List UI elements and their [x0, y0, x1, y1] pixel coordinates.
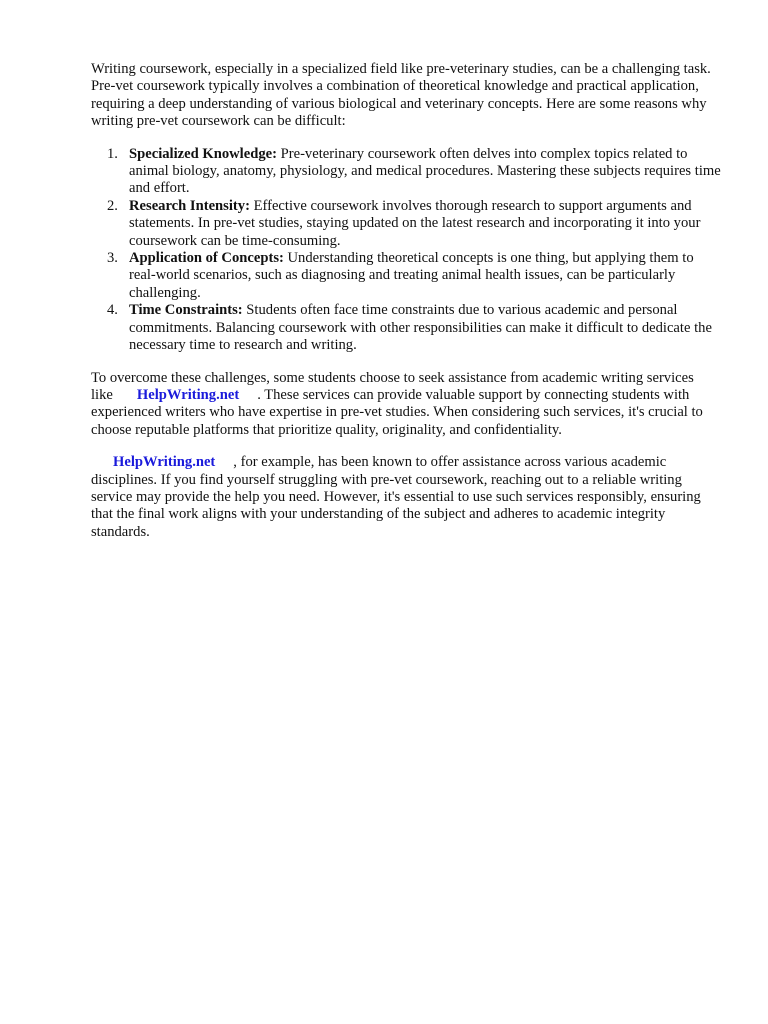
example-text: , for example, has been known to offer assistance across various academic disciplines. If you find yourself struggling with pre-vet coursework, reaching out to a reliable writing service may provide the help you need. However, it's essential to use such services responsibly, ensuring that the final work aligns with your understanding of the subject and adheres to academic integrity standards.: [91, 454, 701, 540]
list-text: Pre-veterinary coursework often delves into complex topics related to animal biology, anatomy, physiology, and medical procedures. Mastering these subjects requires time and effort.: [129, 145, 721, 197]
list-item: [91, 146, 721, 198]
list-number: 4.: [107, 302, 118, 319]
helpwriting-link[interactable]: HelpWriting.net: [136, 386, 240, 403]
list-number: 3.: [107, 250, 118, 267]
services-paragraph: [91, 370, 721, 440]
helpwriting-link[interactable]: HelpWriting.net: [113, 454, 216, 471]
list-text: Effective coursework involves thorough research to support arguments and statements. In pre-vet studies, staying updated on the latest research and incorporating it into your coursework can be time-consuming.: [129, 197, 701, 249]
intro-paragraph: Writing coursework, especially in a specialized field like pre-veterinary studies, can be a challenging task. Pre-vet coursework typically involves a combination of theoretical knowledge and practical application, requiring a deep understanding of various biological and veterinary concepts. Here are some reasons why writing pre-vet coursework can be difficult:: [91, 61, 711, 130]
list-text: Understanding theoretical concepts is one thing, but applying them to real-world scenarios, such as diagnosing and treating animal health issues, can be particularly challenging.: [129, 250, 694, 301]
example-paragraph: [91, 454, 721, 541]
list-term: Research Intensity:: [129, 197, 250, 214]
reasons-list: [91, 146, 721, 355]
list-number: 1.: [107, 145, 118, 162]
list-item: [91, 250, 721, 302]
list-item: [91, 198, 721, 250]
list-item: [91, 302, 721, 354]
list-term: Specialized Knowledge:: [129, 145, 277, 162]
services-text-before: To overcome these challenges, some students choose to seek assistance from academic writing services like: [91, 369, 694, 403]
list-number: 2.: [107, 197, 118, 214]
list-text: Students often face time constraints due to various academic and personal commitments. Balancing coursework with other responsibilities can make it difficult to dedicate the necessary time to research and writing.: [129, 302, 712, 354]
list-term: Application of Concepts:: [129, 250, 284, 267]
document-page: [91, 61, 721, 541]
services-text-after: . These services can provide valuable support by connecting students with experienced writers who have expertise in pre-vet studies. When considering such services, it's crucial to choose reputable platforms that prioritize quality, originality, and confidentiality.: [91, 386, 703, 438]
list-term: Time Constraints:: [129, 302, 243, 319]
